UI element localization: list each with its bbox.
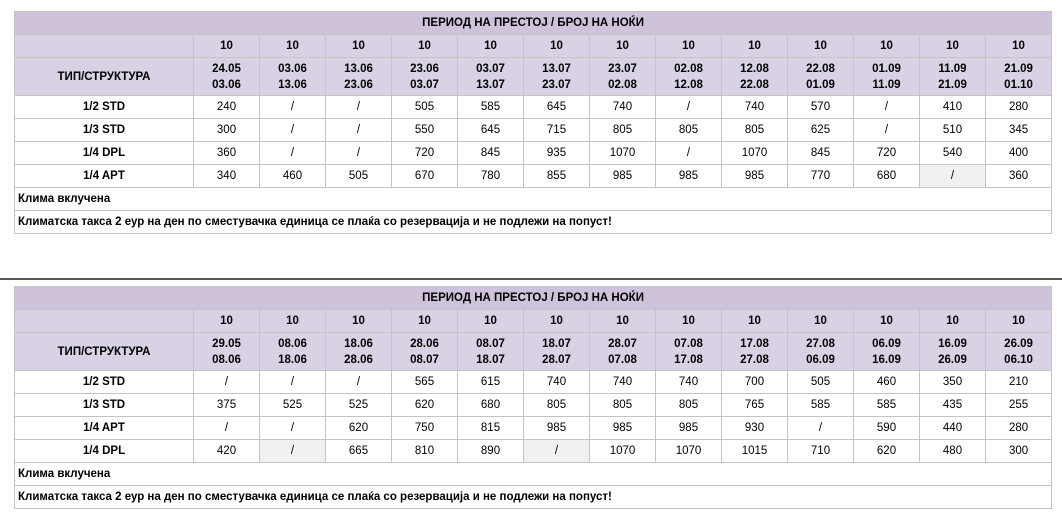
price-cell: 525 (326, 394, 392, 417)
period-to: 01.09 (806, 78, 835, 91)
period-cell (920, 58, 986, 96)
period-cell (260, 333, 326, 371)
price-cell: 340 (194, 165, 260, 188)
room-type-cell: 1/4 DPL (15, 440, 194, 463)
period-cell (392, 58, 458, 96)
period-to: 16.09 (872, 353, 901, 366)
room-type-cell: 1/2 STD (15, 96, 194, 119)
period-to: 06.09 (806, 353, 835, 366)
nights-cell: 10 (920, 310, 986, 333)
price-cell: 590 (854, 417, 920, 440)
price-cell: 765 (722, 394, 788, 417)
period-to: 17.08 (674, 353, 703, 366)
price-cell: 585 (788, 394, 854, 417)
price-cell: 460 (854, 371, 920, 394)
price-cell: / (788, 417, 854, 440)
price-cell: 375 (194, 394, 260, 417)
note-row (15, 211, 1052, 234)
table-row (15, 142, 1052, 165)
price-cell: 720 (854, 142, 920, 165)
price-cell: / (656, 142, 722, 165)
period-to: 12.08 (674, 78, 703, 91)
price-cell: / (260, 440, 326, 463)
nights-cell: 10 (524, 310, 590, 333)
period-from: 18.06 (344, 337, 373, 350)
nights-cell: 10 (590, 35, 656, 58)
period-from: 29.05 (212, 337, 241, 350)
period-from: 08.06 (278, 337, 307, 350)
price-cell: 400 (986, 142, 1052, 165)
period-to: 03.06 (212, 78, 241, 91)
nights-cell: 10 (788, 35, 854, 58)
price-cell: / (194, 371, 260, 394)
nights-cell: 10 (194, 35, 260, 58)
period-to: 18.06 (278, 353, 307, 366)
period-to: 08.06 (212, 353, 241, 366)
nights-cell: 10 (656, 35, 722, 58)
price-cell: 585 (854, 394, 920, 417)
nights-cell: 10 (524, 35, 590, 58)
price-cell: 360 (986, 165, 1052, 188)
price-cell: 770 (788, 165, 854, 188)
room-type-cell: 1/4 DPL (15, 142, 194, 165)
period-to: 27.08 (740, 353, 769, 366)
period-cell (854, 58, 920, 96)
note-row (15, 188, 1052, 211)
nights-cell: 10 (788, 310, 854, 333)
period-from: 02.08 (674, 62, 703, 75)
room-type-cell: 1/2 STD (15, 371, 194, 394)
nights-cell: 10 (194, 310, 260, 333)
period-from: 07.08 (674, 337, 703, 350)
price-cell: / (194, 417, 260, 440)
price-cell: 620 (854, 440, 920, 463)
table-row (15, 417, 1052, 440)
nights-cell: 10 (458, 35, 524, 58)
table-row (15, 440, 1052, 463)
price-cell: 740 (722, 96, 788, 119)
period-from: 08.07 (476, 337, 505, 350)
periods-row (15, 58, 1052, 96)
period-cell (788, 58, 854, 96)
period-to: 28.07 (542, 353, 571, 366)
note-row (15, 486, 1052, 509)
price-cell: 505 (788, 371, 854, 394)
price-cell: 460 (260, 165, 326, 188)
price-cell: 1070 (590, 440, 656, 463)
period-cell (458, 333, 524, 371)
period-cell (458, 58, 524, 96)
price-cell: 935 (524, 142, 590, 165)
price-table-block-2 (14, 286, 1051, 509)
period-to: 02.08 (608, 78, 637, 91)
nights-cell: 10 (854, 35, 920, 58)
table-row (15, 119, 1052, 142)
price-cell: 985 (524, 417, 590, 440)
price-cell: 805 (722, 119, 788, 142)
period-to: 22.08 (740, 78, 769, 91)
table-title: ПЕРИОД НА ПРЕСТОЈ / БРОЈ НА НОЌИ (15, 287, 1052, 310)
nights-cell: 10 (920, 35, 986, 58)
price-cell: 435 (920, 394, 986, 417)
periods-row (15, 333, 1052, 371)
period-cell (722, 58, 788, 96)
price-cell: 805 (656, 394, 722, 417)
period-cell (722, 333, 788, 371)
price-cell: 480 (920, 440, 986, 463)
price-cell: 645 (458, 119, 524, 142)
price-table (14, 286, 1052, 509)
price-cell: 280 (986, 417, 1052, 440)
price-cell: 1070 (656, 440, 722, 463)
note-text: Клима вклучена (15, 463, 1052, 486)
period-from: 01.09 (872, 62, 901, 75)
price-cell: 350 (920, 371, 986, 394)
price-cell: 505 (392, 96, 458, 119)
period-cell (194, 333, 260, 371)
period-to: 13.07 (476, 78, 505, 91)
period-from: 13.07 (542, 62, 571, 75)
period-cell (656, 333, 722, 371)
period-to: 06.10 (1004, 353, 1033, 366)
price-cell: 585 (458, 96, 524, 119)
period-cell (260, 58, 326, 96)
period-cell (326, 333, 392, 371)
nights-cell: 10 (260, 35, 326, 58)
period-from: 26.09 (1004, 337, 1033, 350)
period-to: 26.09 (938, 353, 967, 366)
period-from: 16.09 (938, 337, 967, 350)
table-row (15, 394, 1052, 417)
price-cell: 420 (194, 440, 260, 463)
price-cell: 680 (854, 165, 920, 188)
period-cell (854, 333, 920, 371)
price-cell: 810 (392, 440, 458, 463)
price-cell: 360 (194, 142, 260, 165)
price-cell: / (656, 96, 722, 119)
price-cell: 710 (788, 440, 854, 463)
price-cell: 665 (326, 440, 392, 463)
price-cell: 715 (524, 119, 590, 142)
period-from: 22.08 (806, 62, 835, 75)
price-cell: 700 (722, 371, 788, 394)
room-type-cell: 1/3 STD (15, 394, 194, 417)
nights-cell: 10 (590, 310, 656, 333)
price-cell: 525 (260, 394, 326, 417)
room-type-cell: 1/4 APT (15, 417, 194, 440)
nights-cell: 10 (722, 310, 788, 333)
period-from: 06.09 (872, 337, 901, 350)
table-title-row (15, 12, 1052, 35)
nights-cell: 10 (854, 310, 920, 333)
period-to: 01.10 (1004, 78, 1033, 91)
nights-row (15, 35, 1052, 58)
price-cell: / (326, 371, 392, 394)
table-row (15, 165, 1052, 188)
period-cell (986, 58, 1052, 96)
note-text: Клима вклучена (15, 188, 1052, 211)
period-to: 21.09 (938, 78, 967, 91)
price-cell: 720 (392, 142, 458, 165)
price-cell: / (326, 119, 392, 142)
price-cell: 890 (458, 440, 524, 463)
period-to: 23.07 (542, 78, 571, 91)
price-cell: 845 (788, 142, 854, 165)
price-table-block-1 (14, 11, 1051, 234)
nights-row (15, 310, 1052, 333)
period-cell (920, 333, 986, 371)
price-cell: / (854, 119, 920, 142)
period-to: 13.06 (278, 78, 307, 91)
price-table (14, 11, 1052, 234)
price-cell: 570 (788, 96, 854, 119)
period-cell (194, 58, 260, 96)
price-cell: 1070 (722, 142, 788, 165)
price-cell: 780 (458, 165, 524, 188)
period-to: 11.09 (872, 78, 901, 91)
note-text: Климатска такса 2 еур на ден по сместувачка единица се плаќа со резервација и не подлежи на попуст! (15, 486, 1052, 509)
price-cell: / (854, 96, 920, 119)
price-cell: 300 (194, 119, 260, 142)
nights-cell: 10 (722, 35, 788, 58)
price-cell: / (920, 165, 986, 188)
price-cell: 805 (590, 394, 656, 417)
period-to: 07.08 (608, 353, 637, 366)
price-cell: 985 (722, 165, 788, 188)
period-from: 28.06 (410, 337, 439, 350)
nights-cell: 10 (986, 35, 1052, 58)
nights-cell: 10 (392, 310, 458, 333)
price-cell: / (260, 371, 326, 394)
period-cell (590, 58, 656, 96)
period-to: 08.07 (410, 353, 439, 366)
room-type-cell: 1/4 APT (15, 165, 194, 188)
price-cell: 620 (326, 417, 392, 440)
price-cell: 625 (788, 119, 854, 142)
room-type-cell: 1/3 STD (15, 119, 194, 142)
period-from: 21.09 (1004, 62, 1033, 75)
price-cell: 805 (656, 119, 722, 142)
type-structure-header: ТИП/СТРУКТУРА (15, 58, 194, 96)
price-cell: 550 (392, 119, 458, 142)
nights-cell: 10 (260, 310, 326, 333)
period-from: 23.07 (608, 62, 637, 75)
price-cell: / (524, 440, 590, 463)
price-cell: / (260, 96, 326, 119)
price-cell: / (326, 96, 392, 119)
price-cell: 680 (458, 394, 524, 417)
period-cell (986, 333, 1052, 371)
price-cell: 985 (656, 165, 722, 188)
price-cell: 845 (458, 142, 524, 165)
price-cell: 240 (194, 96, 260, 119)
period-from: 23.06 (410, 62, 439, 75)
price-cell: 645 (524, 96, 590, 119)
price-cell: 985 (656, 417, 722, 440)
period-cell (524, 333, 590, 371)
price-cell: 345 (986, 119, 1052, 142)
price-cell: 280 (986, 96, 1052, 119)
period-cell (392, 333, 458, 371)
period-from: 13.06 (344, 62, 373, 75)
price-cell: 985 (590, 165, 656, 188)
nights-cell: 10 (326, 310, 392, 333)
period-to: 03.07 (410, 78, 439, 91)
price-cell: 740 (656, 371, 722, 394)
price-cell: 210 (986, 371, 1052, 394)
table-title-row (15, 287, 1052, 310)
price-cell: 615 (458, 371, 524, 394)
period-from: 17.08 (740, 337, 769, 350)
table-row (15, 96, 1052, 119)
nights-row-spacer (15, 35, 194, 58)
price-cell: 620 (392, 394, 458, 417)
nights-row-spacer (15, 310, 194, 333)
period-cell (590, 333, 656, 371)
price-cell: 855 (524, 165, 590, 188)
period-cell (656, 58, 722, 96)
price-cell: 1015 (722, 440, 788, 463)
note-text: Климатска такса 2 еур на ден по сместувачка единица се плаќа со резервација и не подлежи на попуст! (15, 211, 1052, 234)
price-cell: 505 (326, 165, 392, 188)
price-cell: 930 (722, 417, 788, 440)
price-cell: / (260, 417, 326, 440)
price-cell: 510 (920, 119, 986, 142)
nights-cell: 10 (656, 310, 722, 333)
period-from: 03.06 (278, 62, 307, 75)
nights-cell: 10 (392, 35, 458, 58)
note-row (15, 463, 1052, 486)
period-to: 23.06 (344, 78, 373, 91)
period-from: 28.07 (608, 337, 637, 350)
price-cell: / (260, 119, 326, 142)
period-cell (326, 58, 392, 96)
price-cell: 815 (458, 417, 524, 440)
period-from: 24.05 (212, 62, 241, 75)
section-divider (0, 278, 1062, 280)
table-row (15, 371, 1052, 394)
table-title: ПЕРИОД НА ПРЕСТОЈ / БРОЈ НА НОЌИ (15, 12, 1052, 35)
price-cell: 410 (920, 96, 986, 119)
period-to: 18.07 (476, 353, 505, 366)
period-cell (524, 58, 590, 96)
price-cell: 300 (986, 440, 1052, 463)
price-cell: 750 (392, 417, 458, 440)
nights-cell: 10 (326, 35, 392, 58)
price-cell: 805 (524, 394, 590, 417)
price-cell: 255 (986, 394, 1052, 417)
period-to: 28.06 (344, 353, 373, 366)
period-from: 11.09 (938, 62, 967, 75)
price-cell: 440 (920, 417, 986, 440)
price-cell: 740 (524, 371, 590, 394)
nights-cell: 10 (986, 310, 1052, 333)
period-from: 18.07 (542, 337, 571, 350)
price-cell: 985 (590, 417, 656, 440)
price-cell: / (326, 142, 392, 165)
price-cell: 740 (590, 371, 656, 394)
period-cell (788, 333, 854, 371)
price-cell: 805 (590, 119, 656, 142)
price-cell: 740 (590, 96, 656, 119)
period-from: 12.08 (740, 62, 769, 75)
period-from: 27.08 (806, 337, 835, 350)
price-cell: 540 (920, 142, 986, 165)
type-structure-header: ТИП/СТРУКТУРА (15, 333, 194, 371)
period-from: 03.07 (476, 62, 505, 75)
price-cell: 1070 (590, 142, 656, 165)
nights-cell: 10 (458, 310, 524, 333)
price-cell: 565 (392, 371, 458, 394)
price-cell: 670 (392, 165, 458, 188)
price-cell: / (260, 142, 326, 165)
